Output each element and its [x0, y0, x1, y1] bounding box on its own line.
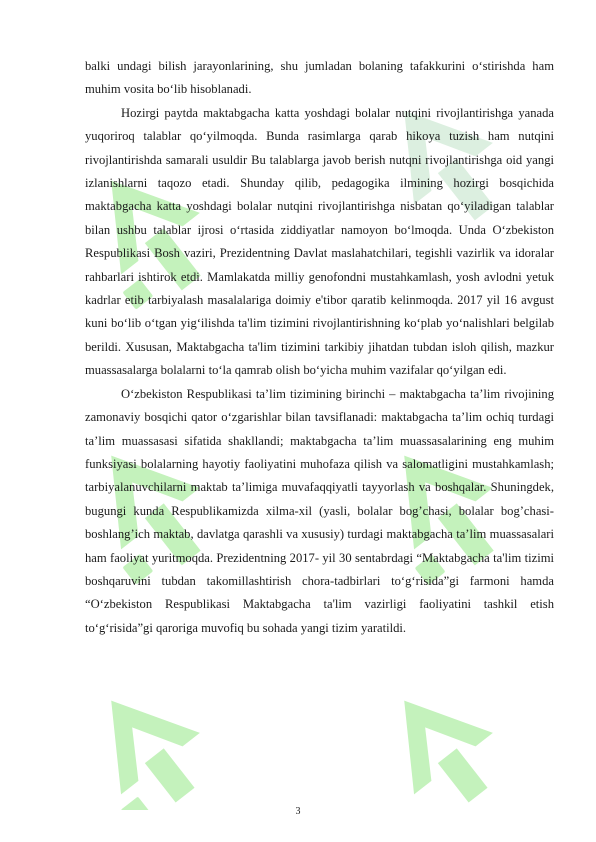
page-number: 3	[295, 806, 301, 817]
watermark-logo-icon	[360, 660, 510, 810]
paragraph: Hozirgi paytda maktabgacha katta yoshdagi bolalar nutqini rivojlantirishga yanada yuqoriroq talablar qo‘yilmoqda. Bunda rasimlarga qarab hikoya tuzish ham nutqini rivojlantirishda samarali usuldir Bu talablarga javob berish nutqni rivojlantirishga oid yangi izlanishlarni taqozo etadi. Shunday qilib, pedagogika ilmining hozirgi bosqichida maktabgacha katta yoshdagi bolalar nutqini rivojlantirishga nisbatan qo‘yiladigan talablar bilan ushbu talablar ijrosi o‘rtasida ziddiyatlar namoyon bo‘lmoqda. Unda O‘zbekiston Respublikasi Bosh vaziri, Prezidentning Davlat maslahatchilari, tegishli vazirlik va idoralar rahbarlari ishtirok etdi. Mamlakatda milliy genofondni mustahkamlash, yosh avlodni yetuk kadrlar etib tarbiyalash masalalariga doimiy e'tibor qaratib kelinmoqda. 2017 yil 16 avgust kuni bo‘lib o‘tgan yig‘ilishda ta'lim tizimini rivojlantirishning ko‘plab yo‘nalishlari belgilab berildi. Xususan, Maktabgacha ta'lim tizimini tarkibiy jihatdan tubdan isloh qilish, mazkur muassasalarga bolalarni to‘la qamrab olish bo‘yicha muhim vazifalar qo‘yilgan edi.	[85, 105, 554, 378]
document-body	[85, 55, 554, 640]
paragraph-continuation: balki undagi bilish jarayonlarining, shu jumladan bolaning tafakkurini o‘stirishda ham muhim vosita bo‘lib hisoblanadi.	[85, 59, 554, 97]
watermark-logo-icon	[72, 660, 212, 810]
paragraph: O‘zbekiston Respublikasi ta’lim tizimining birinchi – maktabgacha ta’lim rivojining zamonaviy bosqichi qator o‘zgarishlar bilan tavsiflanadi: maktabgacha ta’lim ochiq turdagi ta’lim muassasasi sifatida shakllandi; maktabgacha ta’lim muassasalarining eng muhim funksiyasi bolalarning hayotiy faoliyatini muhofaza qilish va salomatligini mustahkamlash; tarbiyalanuvchilarni maktab ta’limiga muvafaqqiyatli tayyorlash va boshqalar. Shuningdek, bugungi kunda Respublikamizda xilma-xil (yasli, bolalar bog’chasi, bolalar bog’chasi-boshlang’ich maktab, davlatga qarashli va xususiy) turdagi maktabgacha ta’lim muassasalari ham faoliyat yuritmoqda. Prezidentning 2017- yil 30 sentabrdagi “Maktabgacha ta'lim tizimi boshqaruvini tubdan takomillashtirish chora-tadbirlari to‘g‘risida”gi farmoni hamda “O‘zbekiston Respublikasi Maktabgacha ta'lim vazirligi faoliyatini tashkil etish to‘g‘risida”gi qaroriga muvofiq bu sohada yangi tizim yaratildi.	[85, 386, 554, 635]
